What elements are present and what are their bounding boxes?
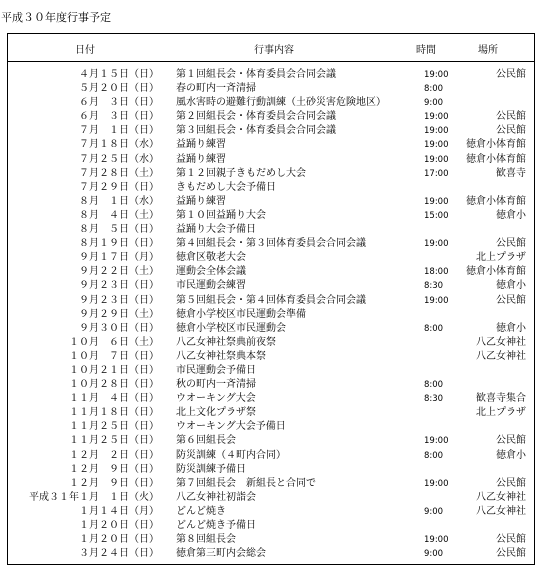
table-row xyxy=(8,294,534,308)
table-row xyxy=(8,519,534,533)
row-time: 8:30 xyxy=(424,281,444,292)
row-time: 17:00 xyxy=(424,168,449,179)
row-event: 北上文化プラザ祭 xyxy=(176,407,256,419)
row-date: ９月２３日（日） xyxy=(79,294,159,306)
row-event: 市民運動会練習 xyxy=(176,280,246,292)
row-place: 徳倉小 xyxy=(496,209,526,221)
table-row xyxy=(8,533,534,547)
row-event: 第６回組長会 xyxy=(176,435,236,447)
row-time: 19:00 xyxy=(424,154,449,165)
row-place: 公民館 xyxy=(496,294,526,306)
row-event: 益踊り練習 xyxy=(176,195,226,207)
table-row xyxy=(8,449,534,463)
row-time: 19:00 xyxy=(424,535,449,546)
row-date: １０月２８日（日） xyxy=(69,379,159,391)
row-date: １２月 ２日（日） xyxy=(69,449,159,461)
row-event: 八乙女神社祭典前夜祭 xyxy=(176,336,276,348)
row-event: どんど焼き xyxy=(176,505,226,517)
table-row xyxy=(8,434,534,448)
schedule-table xyxy=(7,33,535,565)
row-event: 第１０回益踊り大会 xyxy=(176,209,266,221)
table-header xyxy=(8,34,534,62)
row-time: 19:00 xyxy=(424,126,449,137)
row-event: 市民運動会予備日 xyxy=(176,364,256,376)
table-row xyxy=(8,138,534,152)
row-time: 9:00 xyxy=(424,549,444,560)
row-event: 秋の町内一斉清掃 xyxy=(176,379,256,391)
row-date: ８月 １日（水） xyxy=(79,195,159,207)
row-event: 徳倉小学校区市民運動会準備 xyxy=(176,308,306,320)
header-time: 時間 xyxy=(416,45,436,56)
row-event: 第８回組長会 xyxy=(176,534,236,546)
row-time: 15:00 xyxy=(424,210,449,221)
row-event: どんど焼き予備日 xyxy=(176,520,256,531)
row-time: 9:00 xyxy=(424,506,444,517)
row-time: 8:00 xyxy=(424,323,444,334)
row-place: 八乙女神社 xyxy=(476,336,526,348)
row-place: 徳倉小体育館 xyxy=(466,195,526,207)
row-date: ９月２３日（日） xyxy=(79,280,159,292)
row-date: ９月２２日（土） xyxy=(79,266,159,278)
row-time: 8:00 xyxy=(424,380,444,391)
row-time: 19:00 xyxy=(424,140,449,151)
row-date: ５月２０日（日） xyxy=(79,83,159,95)
table-row xyxy=(8,167,534,181)
row-date: ３月２４日（日） xyxy=(79,548,159,560)
table-row xyxy=(8,505,534,519)
row-date: １２月 ９日（日） xyxy=(69,477,159,489)
row-time: 18:00 xyxy=(424,267,449,278)
row-place: 八乙女神社 xyxy=(476,350,526,362)
table-row xyxy=(8,124,534,138)
table-row xyxy=(8,68,534,82)
table-row xyxy=(8,308,534,322)
row-date: １２月 ９日（日） xyxy=(69,463,159,475)
row-event: 第１２回親子きもだめし大会 xyxy=(176,167,306,179)
row-event: ウオーキング大会予備日 xyxy=(176,421,286,433)
row-date: １１月２５日（日） xyxy=(69,421,159,433)
table-row xyxy=(8,420,534,434)
row-date: ８月 ４日（土） xyxy=(79,209,159,221)
row-event: 第３回組長会・体育委員会合同会議 xyxy=(176,125,336,137)
table-row xyxy=(8,378,534,392)
table-row xyxy=(8,251,534,265)
table-row xyxy=(8,279,534,293)
row-date: １１月２５日（日） xyxy=(69,435,159,447)
row-event: 徳倉区敬老大会 xyxy=(176,252,246,264)
row-place: 徳倉小体育館 xyxy=(466,139,526,151)
row-event: 益踊り大会予備日 xyxy=(176,224,256,236)
table-row xyxy=(8,477,534,491)
row-place: 公民館 xyxy=(496,125,526,137)
row-event: 益踊り練習 xyxy=(176,153,226,165)
table-row xyxy=(8,153,534,167)
row-date: １１月１８日（日） xyxy=(69,407,159,419)
row-event: 徳倉第三町内会総会 xyxy=(176,548,266,560)
row-date: １１月 ４日（日） xyxy=(69,393,159,405)
table-row xyxy=(8,110,534,124)
row-place: 北上プラザ xyxy=(476,407,526,419)
row-date: ９月１７日（月） xyxy=(79,252,159,264)
row-time: 19:00 xyxy=(424,112,449,123)
row-event: 八乙女神社祭典本祭 xyxy=(176,350,266,362)
row-date: ４月１５日（日） xyxy=(79,69,159,80)
row-event: 運動会全体会議 xyxy=(176,266,246,278)
row-event: 徳倉小学校区市民運動会 xyxy=(176,322,286,334)
row-event: 第２回組長会・体育委員会合同会議 xyxy=(176,111,336,123)
row-time: 9:00 xyxy=(424,98,444,109)
row-date: １月２０日（日） xyxy=(79,534,159,546)
row-time: 8:30 xyxy=(424,394,444,405)
row-time: 19:00 xyxy=(424,436,449,447)
row-place: 徳倉小 xyxy=(496,322,526,334)
row-date: ７月 １日（日） xyxy=(79,125,159,137)
row-date: ７月２９日（日） xyxy=(79,181,159,193)
row-date: ８月 ５日（日） xyxy=(79,224,159,236)
table-row xyxy=(8,491,534,505)
row-date: ９月２９日（土） xyxy=(79,308,159,320)
row-place: 公民館 xyxy=(496,111,526,123)
table-row xyxy=(8,82,534,96)
row-event: 春の町内一斉清掃 xyxy=(176,83,256,95)
row-event: 第１回組長会・体育委員会合同会議 xyxy=(176,69,336,80)
row-place: 公民館 xyxy=(496,534,526,546)
row-event: きもだめし大会予備日 xyxy=(176,181,276,193)
table-row xyxy=(8,195,534,209)
row-date: ６月 ３日（日） xyxy=(79,97,159,109)
table-row xyxy=(8,181,534,195)
table-row xyxy=(8,406,534,420)
table-row xyxy=(8,237,534,251)
row-date: １０月２１日（日） xyxy=(69,364,159,376)
row-time: 19:00 xyxy=(424,478,449,489)
table-row xyxy=(8,547,534,561)
row-time: 19:00 xyxy=(424,239,449,250)
row-event: 防災訓練（４町内合同） xyxy=(176,449,286,461)
header-event: 行事内容 xyxy=(254,45,294,56)
header-place: 場所 xyxy=(478,45,498,56)
row-date: ９月３０日（日） xyxy=(79,322,159,334)
table-row xyxy=(8,223,534,237)
table-body xyxy=(8,68,534,561)
row-place: 徳倉小体育館 xyxy=(466,153,526,165)
row-time: 8:00 xyxy=(424,450,444,461)
row-time: 19:00 xyxy=(424,196,449,207)
row-date: １０月 ７日（日） xyxy=(69,350,159,362)
row-place: 徳倉小 xyxy=(496,449,526,461)
row-date: ７月１８日（水） xyxy=(79,139,159,151)
row-place: 八乙女神社 xyxy=(476,505,526,517)
row-place: 公民館 xyxy=(496,69,526,80)
row-event: 防災訓練予備日 xyxy=(176,463,246,475)
document-title: 平成３０年度行事予定 xyxy=(1,11,111,24)
row-event: 益踊り練習 xyxy=(176,139,226,151)
row-date: ８月１９日（日） xyxy=(79,238,159,250)
row-place: 公民館 xyxy=(496,238,526,250)
table-row xyxy=(8,265,534,279)
table-row xyxy=(8,96,534,110)
row-date: 平成３１年１月 １日（火） xyxy=(29,491,159,503)
row-time: 19:00 xyxy=(424,70,449,80)
table-row xyxy=(8,392,534,406)
table-row xyxy=(8,209,534,223)
row-event: 八乙女神社初詣会 xyxy=(176,491,256,503)
row-event: 風水害時の避難行動訓練（土砂災害危険地区） xyxy=(176,97,386,109)
row-date: １月１４日（月） xyxy=(79,505,159,517)
row-place: 歓喜寺 xyxy=(496,167,526,179)
table-row xyxy=(8,322,534,336)
row-place: 徳倉小体育館 xyxy=(466,266,526,278)
row-event: ウオーキング大会 xyxy=(176,393,256,405)
row-place: 八乙女神社 xyxy=(476,491,526,503)
row-place: 徳倉小 xyxy=(496,280,526,292)
row-date: １０月 ６日（土） xyxy=(69,336,159,348)
header-date: 日付 xyxy=(75,45,95,56)
row-place: 公民館 xyxy=(496,548,526,560)
table-row xyxy=(8,463,534,477)
row-event: 第７回組長会 新組長と合同で xyxy=(176,477,316,489)
row-time: 19:00 xyxy=(424,295,449,306)
row-place: 公民館 xyxy=(496,477,526,489)
row-date: ６月 ３日（日） xyxy=(79,111,159,123)
row-place: 北上プラザ xyxy=(476,252,526,264)
row-place: 公民館 xyxy=(496,435,526,447)
row-place: 歓喜寺集合 xyxy=(476,393,526,405)
row-event: 第５回組長会・第４回体育委員会合同会議 xyxy=(176,294,366,306)
row-event: 第４回組長会・第３回体育委員会合同会議 xyxy=(176,238,366,250)
row-time: 8:00 xyxy=(424,84,444,95)
row-date: １月２０日（日） xyxy=(79,520,159,531)
table-row xyxy=(8,364,534,378)
table-row xyxy=(8,336,534,350)
table-row xyxy=(8,350,534,364)
row-date: ７月２８日（土） xyxy=(79,167,159,179)
row-date: ７月２５日（水） xyxy=(79,153,159,165)
